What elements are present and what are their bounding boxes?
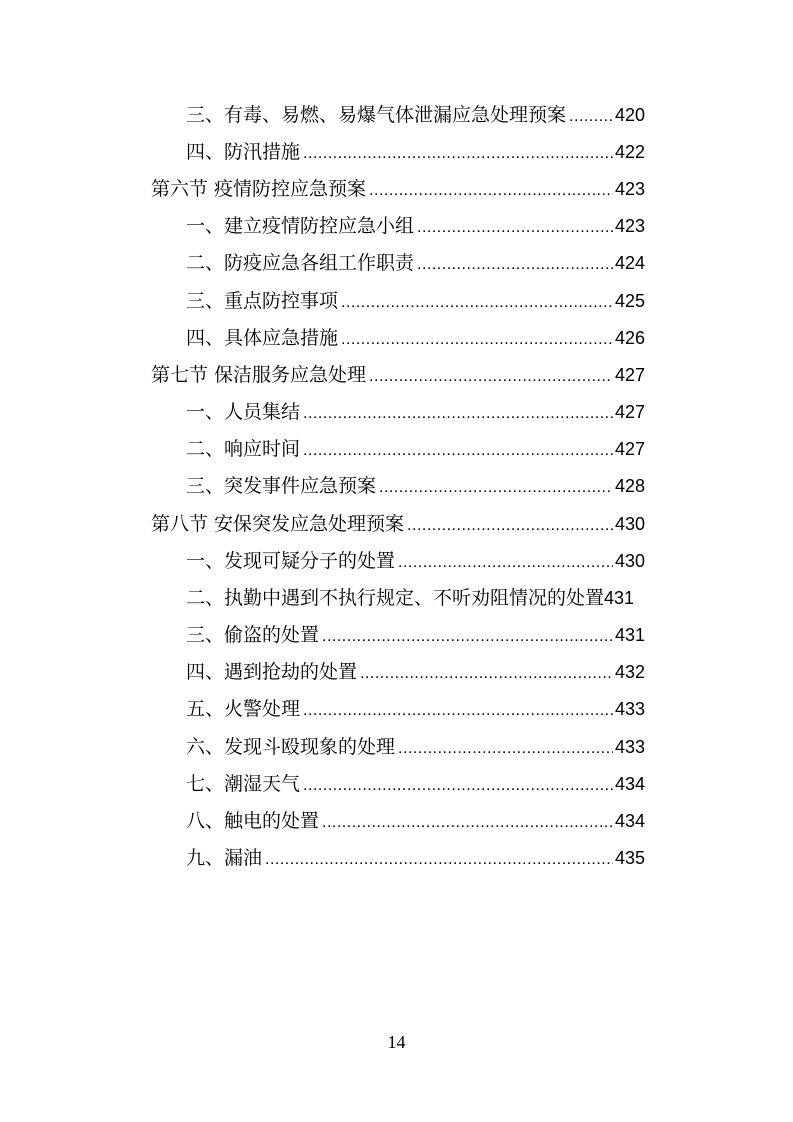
- toc-entry-page: 433: [614, 737, 645, 757]
- toc-leader-dots: [303, 777, 613, 795]
- toc-entry-page: 425: [614, 291, 645, 311]
- toc-entry-label: 第七节 保洁服务应急处理: [151, 364, 367, 386]
- toc-entry-page: 431: [614, 625, 645, 645]
- toc-entry-page: 423: [614, 179, 645, 199]
- toc-entry[interactable]: [186, 620, 685, 657]
- toc-entry-page: 422: [614, 142, 645, 162]
- toc-entry-label: 六、发现斗殴现象的处理: [186, 736, 396, 758]
- toc-entry[interactable]: [186, 546, 685, 583]
- toc-entry-label: 一、发现可疑分子的处置: [186, 550, 396, 572]
- toc-entry-page: 424: [614, 253, 645, 273]
- toc-entry[interactable]: [186, 286, 685, 323]
- toc-section-entry[interactable]: [151, 360, 685, 397]
- toc-entry-label: 二、响应时间: [186, 438, 301, 460]
- toc-entry[interactable]: [186, 769, 685, 806]
- toc-entry[interactable]: [186, 100, 685, 137]
- toc-leader-dots: [569, 108, 613, 126]
- toc-entry-page: 435: [614, 848, 645, 868]
- toc-entry[interactable]: [186, 732, 685, 769]
- toc-leader-dots: [341, 294, 613, 312]
- toc-entry-page: 427: [614, 402, 645, 422]
- toc-entry-label: 三、重点防控事项: [186, 290, 339, 312]
- toc-entry-label: 二、防疫应急各组工作职责: [186, 252, 415, 274]
- toc-entry[interactable]: [186, 211, 685, 248]
- toc-entry-label: 七、潮湿天气: [186, 773, 301, 795]
- toc-entry[interactable]: [186, 806, 685, 843]
- toc-entry-label: 三、有毒、易燃、易爆气体泄漏应急处理预案: [186, 104, 567, 126]
- toc-entry[interactable]: [186, 434, 685, 471]
- toc-entry[interactable]: [186, 471, 685, 508]
- toc-entry-page: 434: [614, 811, 645, 831]
- toc-entry-page: 423: [614, 216, 645, 236]
- toc-entry-label: 八、触电的处置: [186, 810, 320, 832]
- toc-entry-label: 第八节 安保突发应急处理预案: [151, 513, 405, 535]
- toc-entry-page: 427: [614, 365, 645, 385]
- toc-leader-dots: [360, 665, 613, 683]
- toc-entry[interactable]: [186, 323, 685, 360]
- toc-leader-dots: [398, 554, 613, 572]
- toc-entry-page: 430: [614, 551, 645, 571]
- toc-entry-page: 427: [614, 439, 645, 459]
- toc-entry-label: 五、火警处理: [186, 698, 301, 720]
- toc-entry-label: 二、执勤中遇到不执行规定、不听劝阻情况的处置: [186, 587, 605, 609]
- toc-section-entry[interactable]: [151, 174, 685, 211]
- toc-leader-dots: [322, 628, 613, 646]
- toc-entry-page: 428: [614, 476, 645, 496]
- toc-entry-page: 420: [614, 105, 645, 125]
- toc-leader-dots: [417, 256, 613, 274]
- toc-section-entry[interactable]: [151, 509, 685, 546]
- toc-entry-label: 四、具体应急措施: [186, 327, 339, 349]
- toc-leader-dots: [265, 851, 613, 869]
- toc-leader-dots: [341, 331, 613, 349]
- toc-leader-dots: [303, 442, 613, 460]
- toc-entry-label: 三、突发事件应急预案: [186, 475, 377, 497]
- toc-leader-dots: [398, 740, 613, 758]
- toc-entry-label: 四、防汛措施: [186, 141, 301, 163]
- toc-entry-page: 432: [614, 662, 645, 682]
- toc-entry-label: 三、偷盗的处置: [186, 624, 320, 646]
- toc-entry[interactable]: [186, 397, 685, 434]
- toc-leader-dots: [303, 145, 613, 163]
- toc-entry-page: 434: [614, 774, 645, 794]
- toc-entry-label: 一、建立疫情防控应急小组: [186, 215, 415, 237]
- toc-entry-label: 一、人员集结: [186, 401, 301, 423]
- toc-entry[interactable]: [186, 248, 685, 285]
- toc-entry-label: 九、漏油: [186, 847, 263, 869]
- toc-entry[interactable]: [186, 657, 685, 694]
- toc-entry-page: 431: [604, 588, 635, 608]
- toc-entry-page: 433: [614, 699, 645, 719]
- toc-leader-dots: [407, 517, 613, 535]
- toc-entry[interactable]: [186, 843, 685, 880]
- toc-entry[interactable]: [186, 694, 685, 731]
- toc-entry[interactable]: [186, 583, 685, 620]
- toc-leader-dots: [417, 219, 613, 237]
- toc-leader-dots: [322, 814, 613, 832]
- toc-leader-dots: [303, 405, 613, 423]
- toc-leader-dots: [369, 368, 613, 386]
- page-number: 14: [387, 1032, 406, 1052]
- toc-entry-page: 426: [614, 328, 645, 348]
- toc-entry-label: 第六节 疫情防控应急预案: [151, 178, 367, 200]
- toc-entry[interactable]: [186, 137, 685, 174]
- toc-leader-dots: [303, 702, 613, 720]
- toc-leader-dots: [379, 479, 613, 497]
- toc-entry-page: 430: [614, 514, 645, 534]
- toc-leader-dots: [369, 182, 613, 200]
- toc-entry-label: 四、遇到抢劫的处置: [186, 661, 358, 683]
